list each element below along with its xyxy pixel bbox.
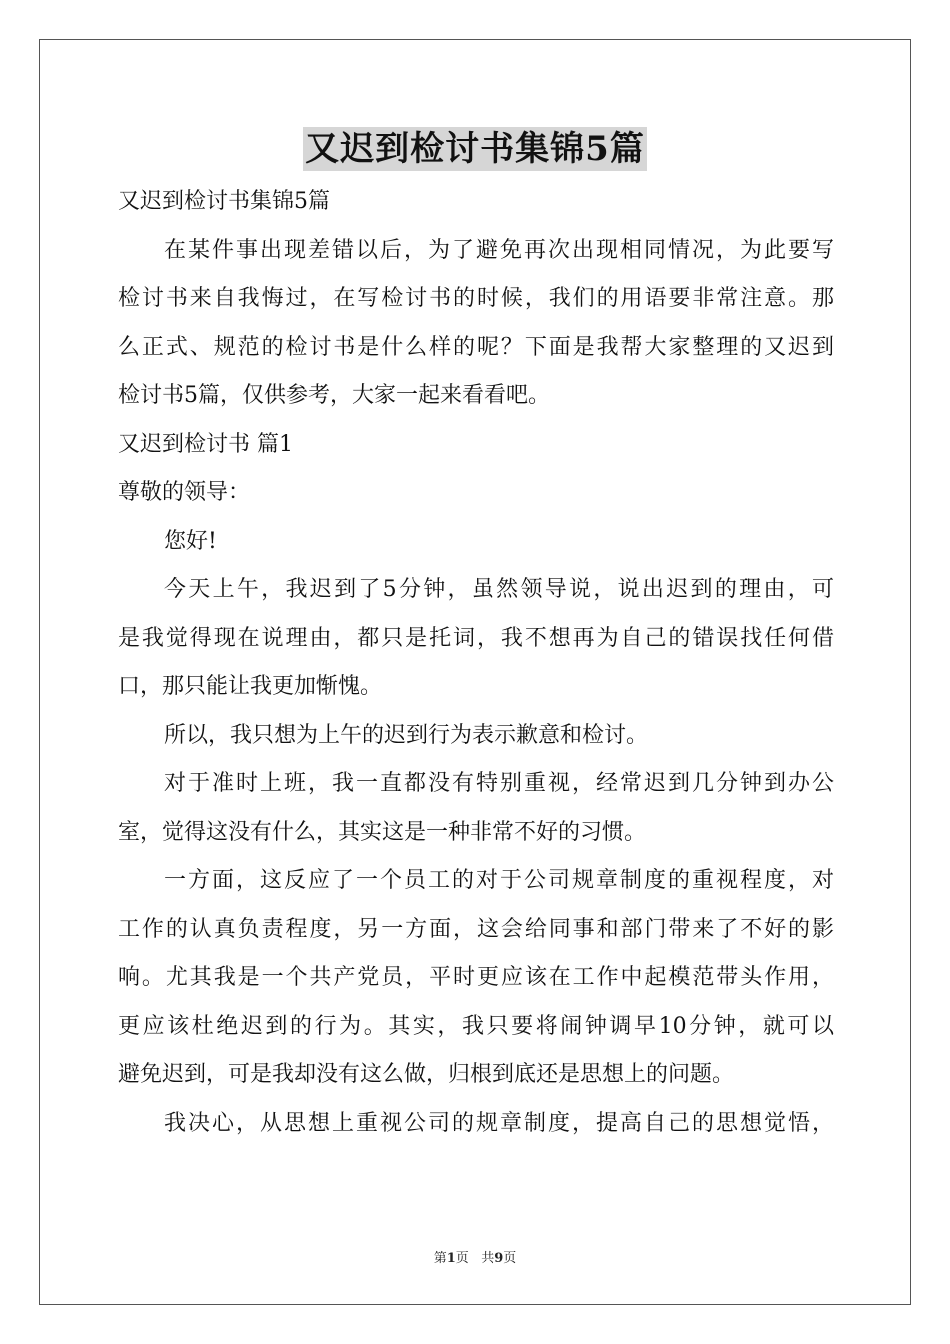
text-line: 您好! — [164, 528, 217, 554]
text-line: 又迟到检讨书集锦5篇 — [118, 189, 330, 214]
document-body — [118, 178, 834, 1148]
text-line: 室，觉得这没有什么，其实这是一种非常不好的习惯。 — [118, 819, 647, 845]
text-line: 检讨书5篇，仅供参考，大家一起来看看吧。 — [118, 383, 550, 408]
text-line: 是我觉得现在说理由，都只是托词，我不想再为自己的错误找任何借 — [118, 625, 834, 651]
text-line: 对于准时上班，我一直都没有特别重视，经常迟到几分钟到办公 — [164, 771, 834, 796]
total-pages: 9 — [494, 1251, 504, 1266]
text-line: 我决心，从思想上重视公司的规章制度，提高自己的思想觉悟， — [164, 1110, 834, 1136]
text-line: 尊敬的领导： — [118, 480, 251, 505]
page-suffix: 页 — [455, 1251, 469, 1266]
page-footer — [0, 1247, 950, 1266]
text-line: 更应该杜绝迟到的行为。其实，我只要将闹钟调早10分钟，就可以 — [118, 1013, 834, 1039]
text-line: 口，那只能让我更加惭愧。 — [118, 674, 383, 699]
text-line: 一方面，这反应了一个员工的对于公司规章制度的重视程度，对 — [164, 868, 834, 893]
page-prefix: 第 — [433, 1251, 447, 1266]
text-line: 工作的认真负责程度，另一方面，这会给同事和部门带来了不好的影 — [118, 916, 834, 942]
document-title: 又迟到检讨书集锦5篇 — [305, 129, 645, 169]
title-container — [0, 127, 950, 171]
text-line: 今天上午，我迟到了5分钟，虽然领导说，说出迟到的理由，可 — [164, 577, 834, 602]
text-line: 在某件事出现差错以后，为了避免再次出现相同情况，为此要写 — [164, 237, 834, 263]
text-line: 响。尤其我是一个共产党员，平时更应该在工作中起模范带头作用， — [118, 965, 834, 990]
total-prefix: 共 — [481, 1251, 495, 1266]
total-suffix: 页 — [503, 1251, 517, 1266]
text-line: 所以，我只想为上午的迟到行为表示歉意和检讨。 — [164, 722, 649, 748]
text-line: 么正式、规范的检讨书是什么样的呢？下面是我帮大家整理的又迟到 — [118, 334, 834, 360]
page-number: 1 — [446, 1251, 456, 1266]
text-line: 避免迟到，可是我却没有这么做，归根到底还是思想上的问题。 — [118, 1062, 735, 1087]
text-line: 又迟到检讨书 篇1 — [118, 431, 293, 457]
text-line: 检讨书来自我悔过，在写检讨书的时候，我们的用语要非常注意。那 — [118, 286, 834, 311]
